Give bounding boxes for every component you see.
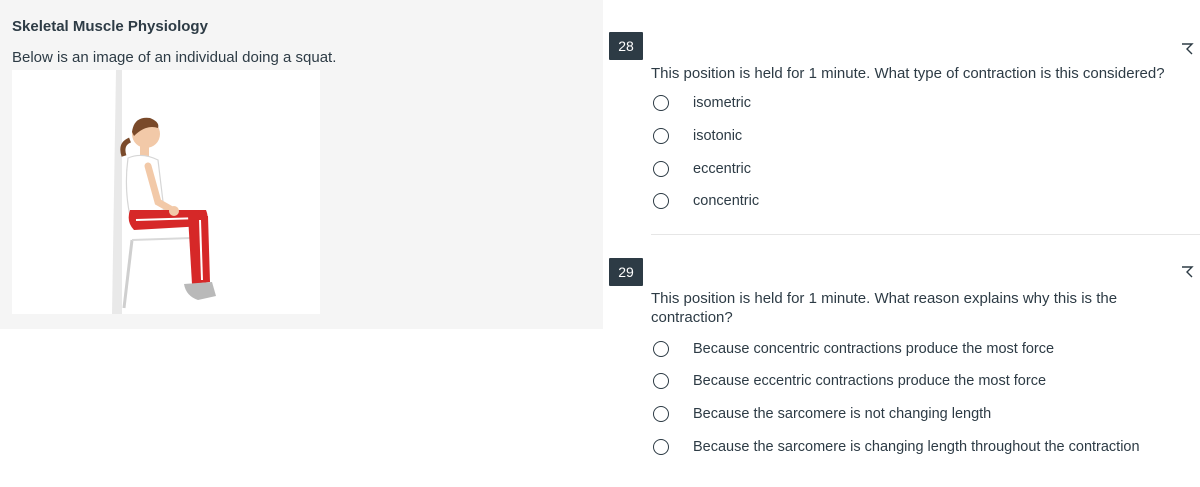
question-text: This position is held for 1 minute. What type of contraction is this considered? xyxy=(651,65,1165,82)
answer-label: Because concentric contractions produce the most force xyxy=(693,341,1055,357)
answer-label: Because the sarcomere is changing length throughout the contraction xyxy=(693,439,1140,455)
answer-option[interactable] xyxy=(653,369,1046,393)
radio-button[interactable] xyxy=(653,193,669,209)
answer-option[interactable] xyxy=(653,435,1140,459)
wall-squat-image xyxy=(12,70,320,314)
answer-label: isotonic xyxy=(693,128,743,144)
radio-button[interactable] xyxy=(653,406,669,422)
radio-button[interactable] xyxy=(653,439,669,455)
support-line xyxy=(124,240,132,308)
answer-option[interactable] xyxy=(653,157,751,181)
answer-label: isometric xyxy=(693,95,752,111)
wall-squat-illustration xyxy=(12,70,320,314)
answer-label: concentric xyxy=(693,193,760,209)
wall xyxy=(112,70,122,314)
shoe xyxy=(184,282,216,300)
quiz-stimulus-panel xyxy=(0,0,603,329)
radio-button[interactable] xyxy=(653,95,669,111)
answer-label: eccentric xyxy=(693,161,752,177)
radio-button[interactable] xyxy=(653,341,669,357)
ponytail xyxy=(123,140,130,156)
radio-button[interactable] xyxy=(653,128,669,144)
flag-question-icon[interactable] xyxy=(1180,42,1194,56)
radio-button[interactable] xyxy=(653,373,669,389)
answer-label: Because the sarcomere is not changing length xyxy=(693,406,992,422)
question-text: This position is held for 1 minute. What reason explains why this is the contraction? xyxy=(651,290,1118,326)
question-number-badge: 28 xyxy=(609,32,643,60)
question-number-badge: 29 xyxy=(609,258,643,286)
answer-option[interactable] xyxy=(653,189,759,213)
question-divider xyxy=(651,234,1200,235)
stimulus-description: Below is an image of an individual doing a squat. xyxy=(12,49,337,66)
answer-option[interactable] xyxy=(653,402,991,426)
answer-option[interactable] xyxy=(653,124,742,148)
answer-label: Because eccentric contractions produce the most force xyxy=(693,373,1047,389)
answer-option[interactable] xyxy=(653,91,751,115)
answer-option[interactable] xyxy=(653,337,1054,361)
radio-button[interactable] xyxy=(653,161,669,177)
stimulus-title: Skeletal Muscle Physiology xyxy=(12,18,208,35)
pants-shin xyxy=(188,216,210,284)
questions-panel xyxy=(603,0,1200,487)
flag-question-icon[interactable] xyxy=(1180,265,1194,279)
